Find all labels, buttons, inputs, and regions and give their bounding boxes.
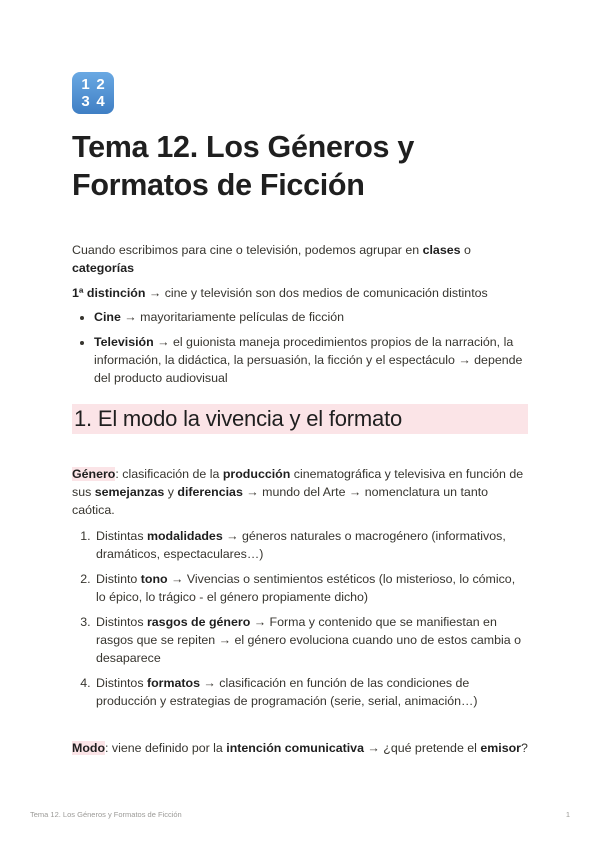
modo-paragraph: Modo: viene definido por la intención comunicativa → ¿qué pretende el emisor?	[72, 741, 528, 755]
list-item: 1. Distintas modalidades → géneros naturales o macrogénero (informativos, dramáticos, espectaculares…)	[94, 527, 528, 563]
page-footer	[30, 810, 570, 819]
intro-paragraph: Cuando escribimos para cine o televisión, podemos agrupar en clases o categorías	[72, 243, 471, 275]
document-page	[72, 72, 528, 757]
list-item: 3. Distintos rasgos de género → Forma y contenido que se manifiestan en rasgos que se repiten → el género evoluciona cuando uno de estos cambia o desaparece	[94, 613, 528, 667]
list-item: • Televisión → el guionista maneja procedimientos propios de la narración, la información, la didáctica, la persuasión, la ficción y el espectáculo → depende del producto audiovisual	[94, 333, 528, 387]
1234-icon	[72, 72, 114, 114]
page-number: 1	[565, 810, 570, 819]
list-item: • Cine → mayoritariamente películas de ficción	[94, 308, 528, 326]
list-item: 2. Distinto tono → Vivencias o sentimientos estéticos (lo misterioso, lo cómico, lo épico, lo trágico - el género propiamente dicho)	[94, 570, 528, 606]
genero-paragraph: Género: clasificación de la producción cinematográfica y televisiva en función de sus semejanzas y diferencias → mundo del Arte → nomenclatura un tanto caótica.	[72, 467, 524, 517]
numbered-list	[72, 527, 528, 710]
section-heading: 1. El modo la vivencia y el formato	[72, 404, 528, 434]
list-item: 4. Distintos formatos → clasificación en función de las condiciones de producción y estrategias de programación (serie, serial, animación…)	[94, 674, 528, 710]
icon-digit: 4	[96, 93, 105, 110]
icon-digit: 1	[81, 76, 90, 93]
icon-digit: 3	[81, 93, 90, 110]
distinction-paragraph: 1ª distinción → cine y televisión son dos medios de comunicación distintos	[72, 286, 488, 300]
bullet-list	[72, 308, 528, 387]
icon-digit: 2	[96, 76, 105, 93]
footer-title: Tema 12. Los Géneros y Formatos de Ficción	[30, 810, 182, 819]
page-title: Tema 12. Los Géneros y Formatos de Ficción	[72, 130, 415, 202]
